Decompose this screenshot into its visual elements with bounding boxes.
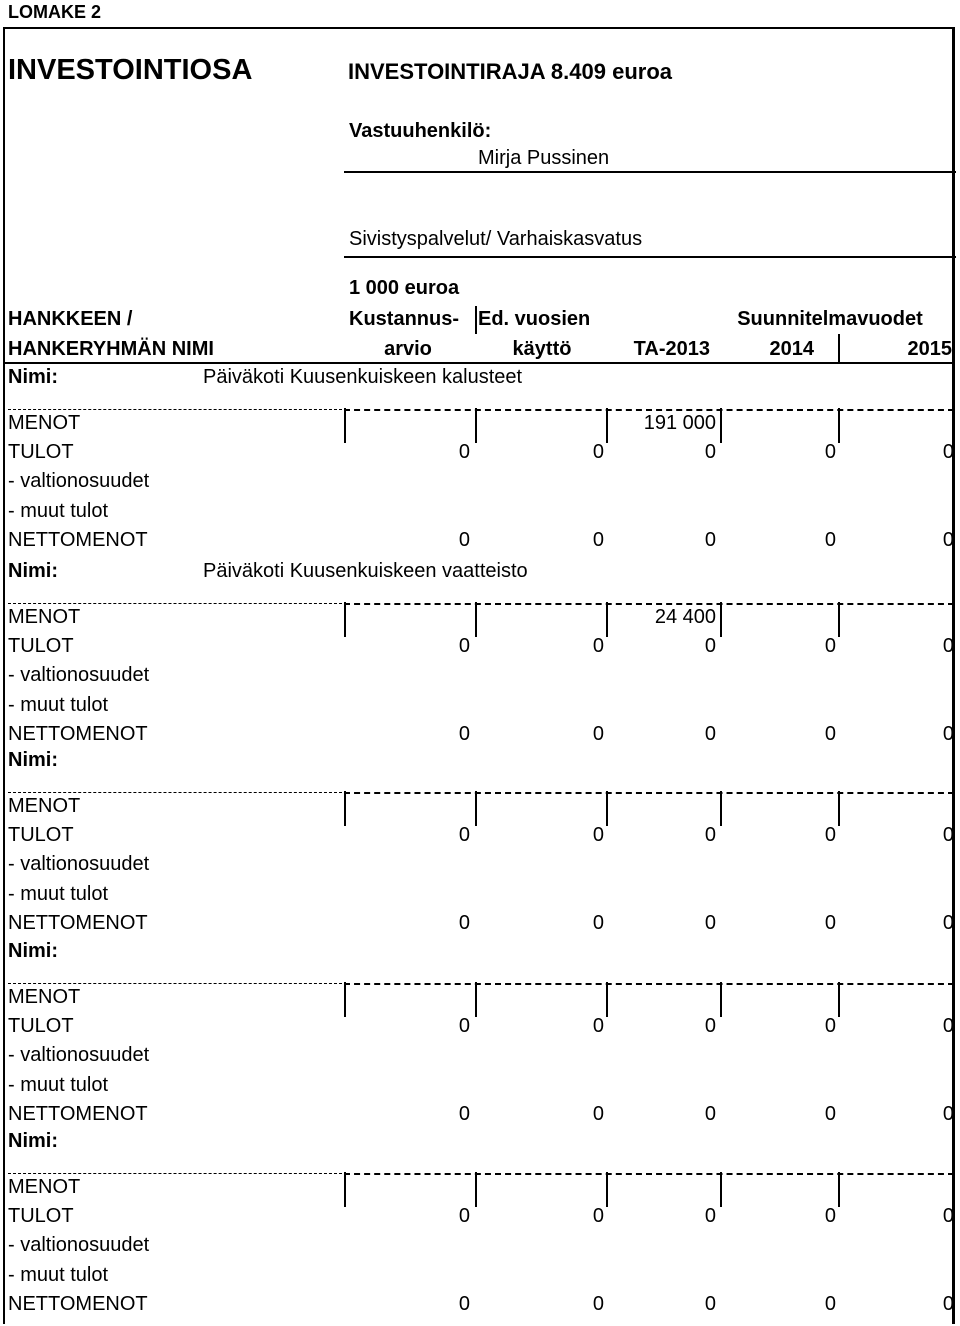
header-project-line2: HANKERYHMÄN NIMI <box>8 338 214 360</box>
column-divider <box>720 791 722 826</box>
department: Sivistyspalvelut/ Varhaiskasvatus <box>349 228 643 250</box>
row-separator <box>344 1173 954 1175</box>
responsible-label: Vastuuhenkilö: <box>349 120 492 142</box>
header-plan-years: Suunnitelmavuodet <box>737 308 923 330</box>
row-separator <box>344 983 954 985</box>
nettomenot-label: NETTOMENOT <box>8 528 148 551</box>
valtionosuudet-label: - valtionosuudet <box>8 664 150 687</box>
nettomenot-value: 0 <box>824 722 836 745</box>
nettomenot-value: 0 <box>458 528 470 551</box>
menot-label: MENOT <box>8 986 81 1008</box>
valtionosuudet-label: - valtionosuudet <box>8 470 150 493</box>
valtionosuudet-label: - valtionosuudet <box>8 1234 150 1257</box>
nettomenot-value: 0 <box>592 911 604 934</box>
tulot-value: 0 <box>942 824 954 847</box>
column-divider <box>606 982 608 1017</box>
tulot-value: 0 <box>704 824 716 847</box>
tulot-value: 0 <box>458 1015 470 1038</box>
project-name-label: Nimi: <box>8 1130 58 1152</box>
tulot-value: 0 <box>704 1015 716 1038</box>
row-separator <box>8 983 342 984</box>
tulot-value: 0 <box>824 441 836 464</box>
header-project-line1: HANKKEEN / <box>8 308 133 330</box>
nettomenot-value: 0 <box>704 528 716 551</box>
tulot-value: 0 <box>942 1205 954 1228</box>
tulot-value: 0 <box>592 1015 604 1038</box>
tulot-value: 0 <box>704 1205 716 1228</box>
nettomenot-value: 0 <box>824 911 836 934</box>
menot-label: MENOT <box>8 795 81 817</box>
row-separator <box>344 603 954 605</box>
header-divider <box>475 306 477 334</box>
row-separator <box>8 792 342 793</box>
row-separator <box>8 603 342 604</box>
tulot-value: 0 <box>592 824 604 847</box>
tulot-value: 0 <box>942 635 954 658</box>
column-divider <box>720 602 722 637</box>
header-bottom-rule <box>3 362 955 364</box>
row-separator <box>344 792 954 794</box>
column-divider <box>720 408 722 443</box>
tulot-label: TULOT <box>8 824 74 847</box>
tulot-value: 0 <box>704 441 716 464</box>
nettomenot-value: 0 <box>942 1292 954 1315</box>
nettomenot-value: 0 <box>592 1292 604 1315</box>
column-divider <box>344 982 346 1017</box>
nettomenot-value: 0 <box>592 722 604 745</box>
tulot-value: 0 <box>942 441 954 464</box>
column-divider <box>344 602 346 637</box>
tulot-value: 0 <box>458 441 470 464</box>
form-label: LOMAKE 2 <box>8 2 102 22</box>
column-divider <box>344 1172 346 1207</box>
tulot-value: 0 <box>824 824 836 847</box>
header-ta: TA-2013 <box>633 338 710 360</box>
valtionosuudet-label: - valtionosuudet <box>8 1044 150 1067</box>
section-title: INVESTOINTIOSA <box>8 54 253 86</box>
investment-limit: INVESTOINTIRAJA 8.409 euroa <box>348 59 672 84</box>
column-divider <box>475 791 477 826</box>
nettomenot-value: 0 <box>458 1292 470 1315</box>
nettomenot-label: NETTOMENOT <box>8 722 148 745</box>
menot-ta-value: 191 000 <box>643 412 716 434</box>
header-cost-line1: Kustannus- <box>349 308 459 330</box>
column-divider <box>838 791 840 826</box>
column-divider <box>606 1172 608 1207</box>
department-underline <box>344 256 956 258</box>
project-name: Päiväkoti Kuusenkuiskeen vaatteisto <box>203 560 528 582</box>
muut-tulot-label: - muut tulot <box>8 882 109 905</box>
tulot-label: TULOT <box>8 635 74 658</box>
header-prev-line1: Ed. vuosien <box>478 308 591 330</box>
project-name-label: Nimi: <box>8 749 58 771</box>
tulot-value: 0 <box>458 1205 470 1228</box>
muut-tulot-label: - muut tulot <box>8 693 109 716</box>
column-divider <box>606 791 608 826</box>
column-divider <box>344 791 346 826</box>
nettomenot-value: 0 <box>592 1102 604 1125</box>
project-name-label: Nimi: <box>8 940 58 962</box>
column-divider <box>475 1172 477 1207</box>
tulot-value: 0 <box>942 1015 954 1038</box>
project-name-label: Nimi: <box>8 366 58 388</box>
column-divider <box>475 602 477 637</box>
nettomenot-value: 0 <box>824 1292 836 1315</box>
column-divider <box>838 1172 840 1207</box>
row-separator <box>344 409 954 411</box>
project-name: Päiväkoti Kuusenkuiskeen kalusteet <box>203 366 523 388</box>
nettomenot-value: 0 <box>824 528 836 551</box>
column-divider <box>344 408 346 443</box>
nettomenot-value: 0 <box>704 1102 716 1125</box>
tulot-value: 0 <box>824 1015 836 1038</box>
nettomenot-value: 0 <box>704 911 716 934</box>
unit-label: 1 000 euroa <box>349 277 460 299</box>
menot-ta-value: 24 400 <box>654 606 716 628</box>
nettomenot-label: NETTOMENOT <box>8 911 148 934</box>
header-divider <box>838 334 840 362</box>
header-prev-line2: käyttö <box>512 338 572 360</box>
tulot-value: 0 <box>458 824 470 847</box>
column-divider <box>720 1172 722 1207</box>
nettomenot-value: 0 <box>942 911 954 934</box>
menot-label: MENOT <box>8 412 81 434</box>
nettomenot-value: 0 <box>592 528 604 551</box>
nettomenot-label: NETTOMENOT <box>8 1102 148 1125</box>
header-2014: 2014 <box>769 338 814 360</box>
muut-tulot-label: - muut tulot <box>8 1263 109 1286</box>
column-divider <box>720 982 722 1017</box>
header-cost-line2: arvio <box>384 338 432 360</box>
tulot-label: TULOT <box>8 1205 74 1228</box>
muut-tulot-label: - muut tulot <box>8 1073 109 1096</box>
column-divider <box>475 982 477 1017</box>
responsible-name: Mirja Pussinen <box>478 147 610 169</box>
nettomenot-value: 0 <box>942 722 954 745</box>
tulot-value: 0 <box>592 441 604 464</box>
project-name-label: Nimi: <box>8 560 58 582</box>
menot-label: MENOT <box>8 606 81 628</box>
tulot-value: 0 <box>824 635 836 658</box>
nettomenot-value: 0 <box>458 1102 470 1125</box>
tulot-value: 0 <box>592 1205 604 1228</box>
valtionosuudet-label: - valtionosuudet <box>8 853 150 876</box>
nettomenot-value: 0 <box>704 722 716 745</box>
tulot-value: 0 <box>704 635 716 658</box>
tulot-value: 0 <box>458 635 470 658</box>
row-separator <box>8 1173 342 1174</box>
nettomenot-value: 0 <box>942 528 954 551</box>
nettomenot-value: 0 <box>704 1292 716 1315</box>
row-separator <box>8 409 342 410</box>
column-divider <box>838 408 840 443</box>
nettomenot-value: 0 <box>458 722 470 745</box>
nettomenot-value: 0 <box>458 911 470 934</box>
tulot-label: TULOT <box>8 1015 74 1038</box>
muut-tulot-label: - muut tulot <box>8 499 109 522</box>
column-divider <box>838 602 840 637</box>
tulot-value: 0 <box>592 635 604 658</box>
nettomenot-label: NETTOMENOT <box>8 1292 148 1315</box>
menot-label: MENOT <box>8 1176 81 1198</box>
header-2015: 2015 <box>907 338 952 360</box>
nettomenot-value: 0 <box>824 1102 836 1125</box>
tulot-label: TULOT <box>8 441 74 464</box>
column-divider <box>838 982 840 1017</box>
nettomenot-value: 0 <box>942 1102 954 1125</box>
responsible-underline <box>344 171 956 173</box>
column-divider <box>475 408 477 443</box>
tulot-value: 0 <box>824 1205 836 1228</box>
